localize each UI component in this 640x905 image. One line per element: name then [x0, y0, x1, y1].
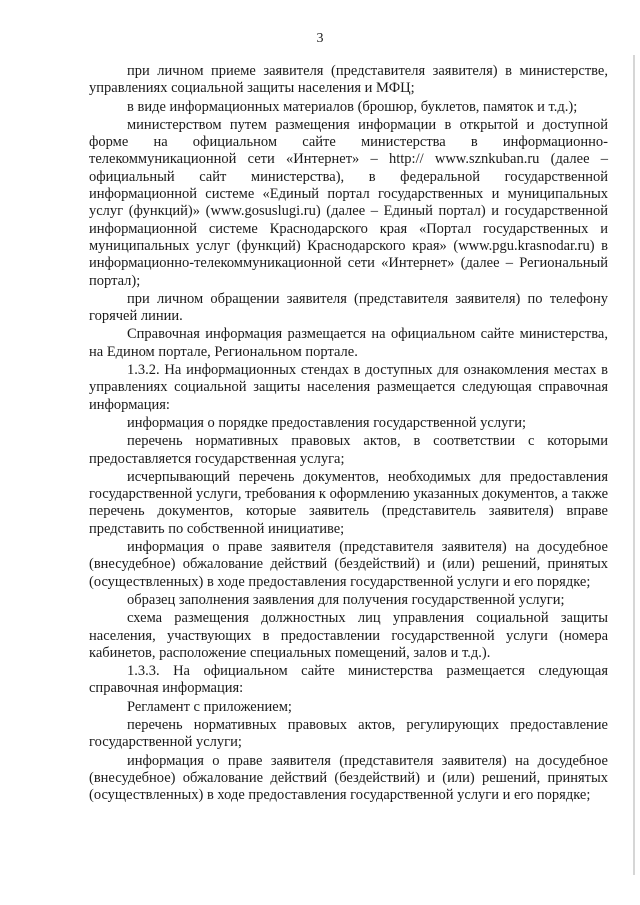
paragraph: исчерпывающий перечень документов, необходимых для предоставления государственной услуги, требования к оформлению указанных документов, а также перечень документов, которые заявитель (представитель заявителя) вправе представить по собственной инициативе;	[89, 468, 608, 537]
paragraph: Справочная информация размещается на официальном сайте министерства, на Едином портале, Региональном портале.	[89, 326, 608, 360]
scan-edge-line	[633, 55, 635, 875]
paragraph: 1.3.3. На официальном сайте министерства размещается следующая справочная информация:	[89, 663, 608, 697]
paragraph: информация о праве заявителя (представителя заявителя) на досудебное (внесудебное) обжалование действий (бездействий) и (или) решений, принятых (осуществленных) в ходе предоставления государственной услуги и его порядке;	[89, 752, 608, 804]
paragraph: информация о праве заявителя (представителя заявителя) на досудебное (внесудебное) обжалование действий (бездействий) и (или) решений, принятых (осуществленных) в ходе предоставления государственной услуги и его порядке;	[89, 539, 608, 590]
paragraph: информация о порядке предоставления государственной услуги;	[127, 414, 527, 431]
paragraph: Регламент с приложением;	[127, 698, 292, 715]
paragraph: перечень нормативных правовых актов, в соответствии с которыми предоставляется государственная услуга;	[89, 433, 608, 467]
page-number: 3	[316, 31, 324, 46]
paragraph: перечень нормативных правовых актов, регулирующих предоставление государственной услуги;	[89, 716, 608, 751]
paragraph: министерством путем размещения информации в открытой и доступной форме на официальном сайте министерства в информационно-телекоммуникационной сети «Интернет» – http:// www.sznkuban.ru (далее – официальный сайт министерства), в федеральной государственной информационной системе «Единый портал государственных и муниципальных услуг (функций)» (www.gosuslugi.ru) (далее – Единый портал) и государственной информационной системе Краснодарского края «Портал государственных и муниципальных услуг (функций) Краснодарского края» (www.pgu.krasnodar.ru) в информационно-телекоммуникационной сети «Интернет» (далее – Региональный портал);	[89, 116, 608, 289]
paragraph: при личном приеме заявителя (представителя заявителя) в министерстве, управлениях социальной защиты населения и МФЦ;	[89, 63, 608, 97]
paragraph: в виде информационных материалов (брошюр, буклетов, памяток и т.д.);	[127, 98, 578, 115]
paragraph: схема размещения должностных лиц управления социальной защиты населения, участвующих в предоставлении государственной услуги (номера кабинетов, расположение специальных помещений, залов и т.д.).	[89, 610, 608, 661]
paragraph: 1.3.2. На информационных стендах в доступных для ознакомления местах в управлениях социальной защиты населения размещается следующая справочная информация:	[89, 362, 608, 413]
body-text	[89, 63, 608, 805]
paragraph: образец заполнения заявления для получения государственной услуги;	[127, 591, 565, 608]
paragraph: при личном обращении заявителя (представителя заявителя) по телефону горячей линии.	[89, 290, 608, 325]
